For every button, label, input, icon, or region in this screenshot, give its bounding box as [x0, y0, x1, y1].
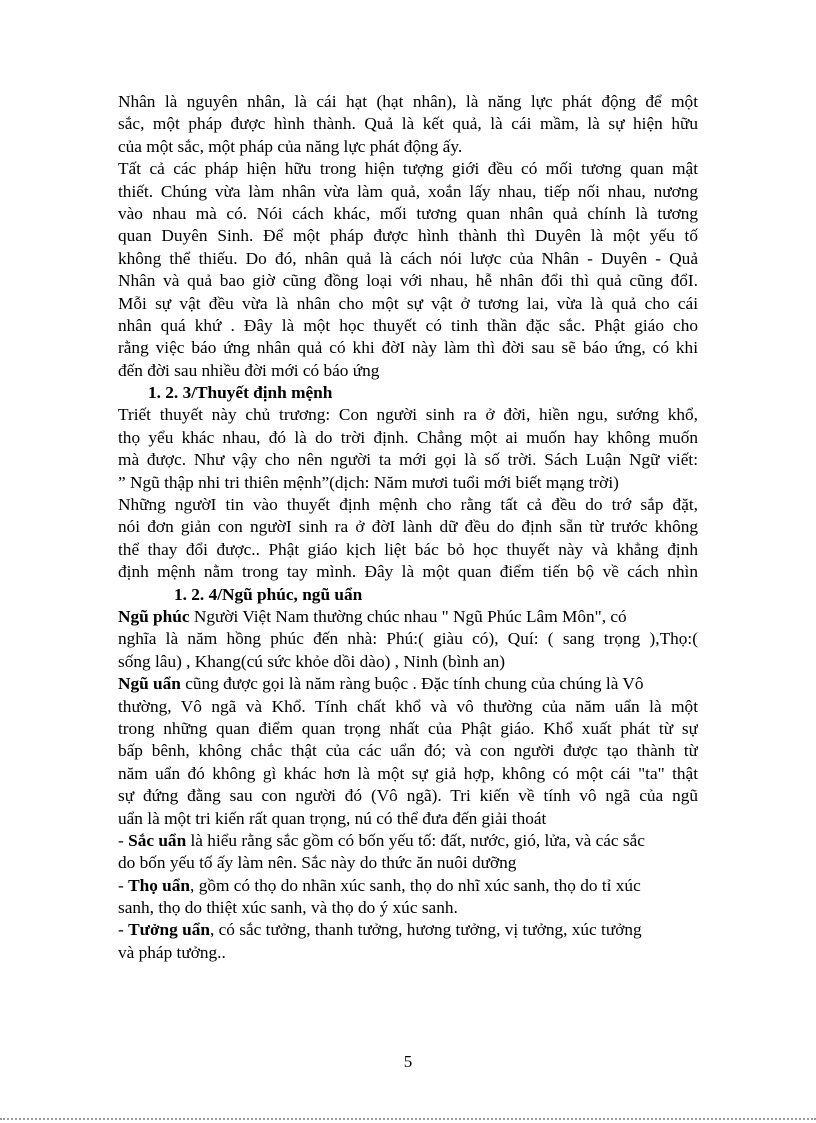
text-line: Những ngườI tin vào thuyết định mệnh cho rằng tất cả đều do trớ sắp đặt, [118, 495, 698, 515]
text-span: , có sắc tưởng, thanh tưởng, hương tưởng, vị tưởng, xúc tưởng [209, 920, 642, 940]
text-line: và pháp tưởng.. [118, 942, 226, 962]
text-line: vào nhau mà có. Nói cách khác, mối tương quan nhân quả chính là tương [118, 203, 698, 223]
text-line: do bốn yếu tố ấy làm nên. Sắc này do thức ăn nuôi dưỡng [118, 853, 517, 873]
text-line: Mỗi sự vật đều vừa là nhân cho một sự vật ở tương lai, vừa là quả cho cái [118, 293, 698, 313]
text-line: bấp bênh, không chắc thật của các uẩn đó; và con người được tạo thành từ [118, 741, 698, 761]
text-line [118, 875, 698, 897]
text-line: trong những quan điểm quan trọng nhất của Phật giáo. Khổ xuất phát từ sự [118, 718, 698, 738]
text-span: cũng được gọi là năm ràng buộc . Đặc tính chung của chúng là Vô [180, 674, 644, 694]
text-line: không thể thiếu. Do đó, nhân quả là cách nói lược của Nhân - Duyên - Quả [118, 248, 698, 268]
section-heading: 1. 2. 3/Thuyết định mệnh [148, 383, 333, 403]
text-line: Tất cả các pháp hiện hữu trong hiện tượng giới đều có mối tương quan mật [118, 159, 698, 179]
text-line: thiết. Chúng vừa làm nhân vừa làm quả, xoắn lấy nhau, tiếp nối nhau, nương [118, 181, 698, 201]
text-line: nói đơn giản con ngườI sinh ra ở đờI lành dữ đều do định sẵn từ trước không [118, 517, 698, 537]
text-line: mà được. Như vậy cho nên người ta mới gọi là số trời. Sách Luận Ngữ viết: [118, 450, 698, 470]
text-line [118, 919, 698, 941]
text-line: ” Ngũ thập nhi tri thiên mệnh”(dịch: Năm mươi tuổi mới biết mạng trời) [118, 472, 619, 492]
text-span: , gồm có thọ do nhãn xúc sanh, thọ do nhĩ xúc sanh, thọ do tỉ xúc [190, 875, 641, 895]
text-line: thọ yểu khác nhau, đó là do trời định. Chẳng một ai muốn hay không muốn [118, 427, 698, 447]
text-line: đến đời sau nhiều đời mới có báo ứng [118, 360, 380, 380]
body-text [118, 91, 698, 964]
text-line: Triết thuyết này chủ trương: Con người sinh ra ở đời, hiền ngu, sướng khổ, [118, 405, 698, 425]
text-line: năm uẩn đó không gì khác hơn là một sự giả hợp, không có một cái "ta" thật [118, 763, 698, 783]
text-line: thể thay đổi được.. Phật giáo kịch liệt bác bỏ học thuyết này và khẳng định [118, 539, 698, 559]
dash: - [118, 830, 129, 850]
term-tho-uan: Thọ uẩn [128, 875, 191, 895]
text-line: uẩn là một tri kiến rất quan trọng, nú có thể đưa đến giải thoát [118, 808, 547, 828]
dash: - [118, 920, 129, 940]
text-line: sanh, thọ do thiệt xúc sanh, và thọ do ý xúc sanh. [118, 898, 458, 918]
text-line: nhân quá khứ . Đây là một học thuyết có tinh thần đặc sắc. Phật giáo cho [118, 315, 698, 335]
term-ngu-phuc: Ngũ phúc [118, 606, 190, 626]
term-ngu-uan: Ngũ uẩn [118, 674, 181, 694]
term-tuong-uan: Tưởng uẩn [128, 920, 210, 940]
text-line: rằng việc báo ứng nhân quả có khi đờI này làm thì đời sau sẽ báo ứng, có khi [118, 338, 698, 358]
text-line: nghĩa là năm hồng phúc đến nhà: Phú:( giàu có), Quí: ( sang trọng ),Thọ:( [118, 629, 698, 649]
text-line: Nhân và quả bao giờ cũng đồng loại với nhau, hễ nhân đổi thì quả cũng đổI. [118, 271, 698, 291]
text-span: Người Việt Nam thường chúc nhau " Ngũ Phúc Lâm Môn", có [189, 606, 627, 626]
term-sac-uan: Sắc uẩn [128, 830, 187, 850]
page-number: 5 [403, 1052, 413, 1071]
section-heading: 1. 2. 4/Ngũ phúc, ngũ uẩn [174, 584, 363, 604]
text-line: sống lâu) , Khang(cú sức khỏe dồi dào) , Ninh (bình an) [118, 651, 506, 671]
text-line: sắc, một pháp được hình thành. Quả là kết quả, là cái mầm, là sự hiện hữu [118, 114, 698, 134]
text-line [118, 673, 698, 695]
page-bottom-border [0, 1118, 816, 1120]
text-span: là hiểu rằng sắc gồm có bốn yếu tố: đất, nước, gió, lửa, và các sắc [186, 830, 645, 850]
text-line: sự đứng đằng sau con người đó (Vô ngã). Tri kiến về tính vô ngã của ngũ [118, 786, 698, 806]
text-line: định mệnh nằm trong tay mình. Đây là một quan điểm tiến bộ về cách nhìn [118, 562, 698, 582]
dash: - [118, 875, 129, 895]
text-line [118, 830, 698, 852]
text-line [118, 606, 698, 628]
text-line: quan Duyên Sinh. Để một pháp được hình thành thì Duyên là một yếu tố [118, 226, 698, 246]
text-line: Nhân là nguyên nhân, là cái hạt (hạt nhân), là năng lực phát động để một [118, 92, 698, 111]
text-line: của một sắc, một pháp của năng lực phát động ấy. [118, 136, 463, 156]
text-line: thường, Vô ngã và Khổ. Tính chất khổ và vô thường của năm uẩn là một [118, 696, 698, 716]
